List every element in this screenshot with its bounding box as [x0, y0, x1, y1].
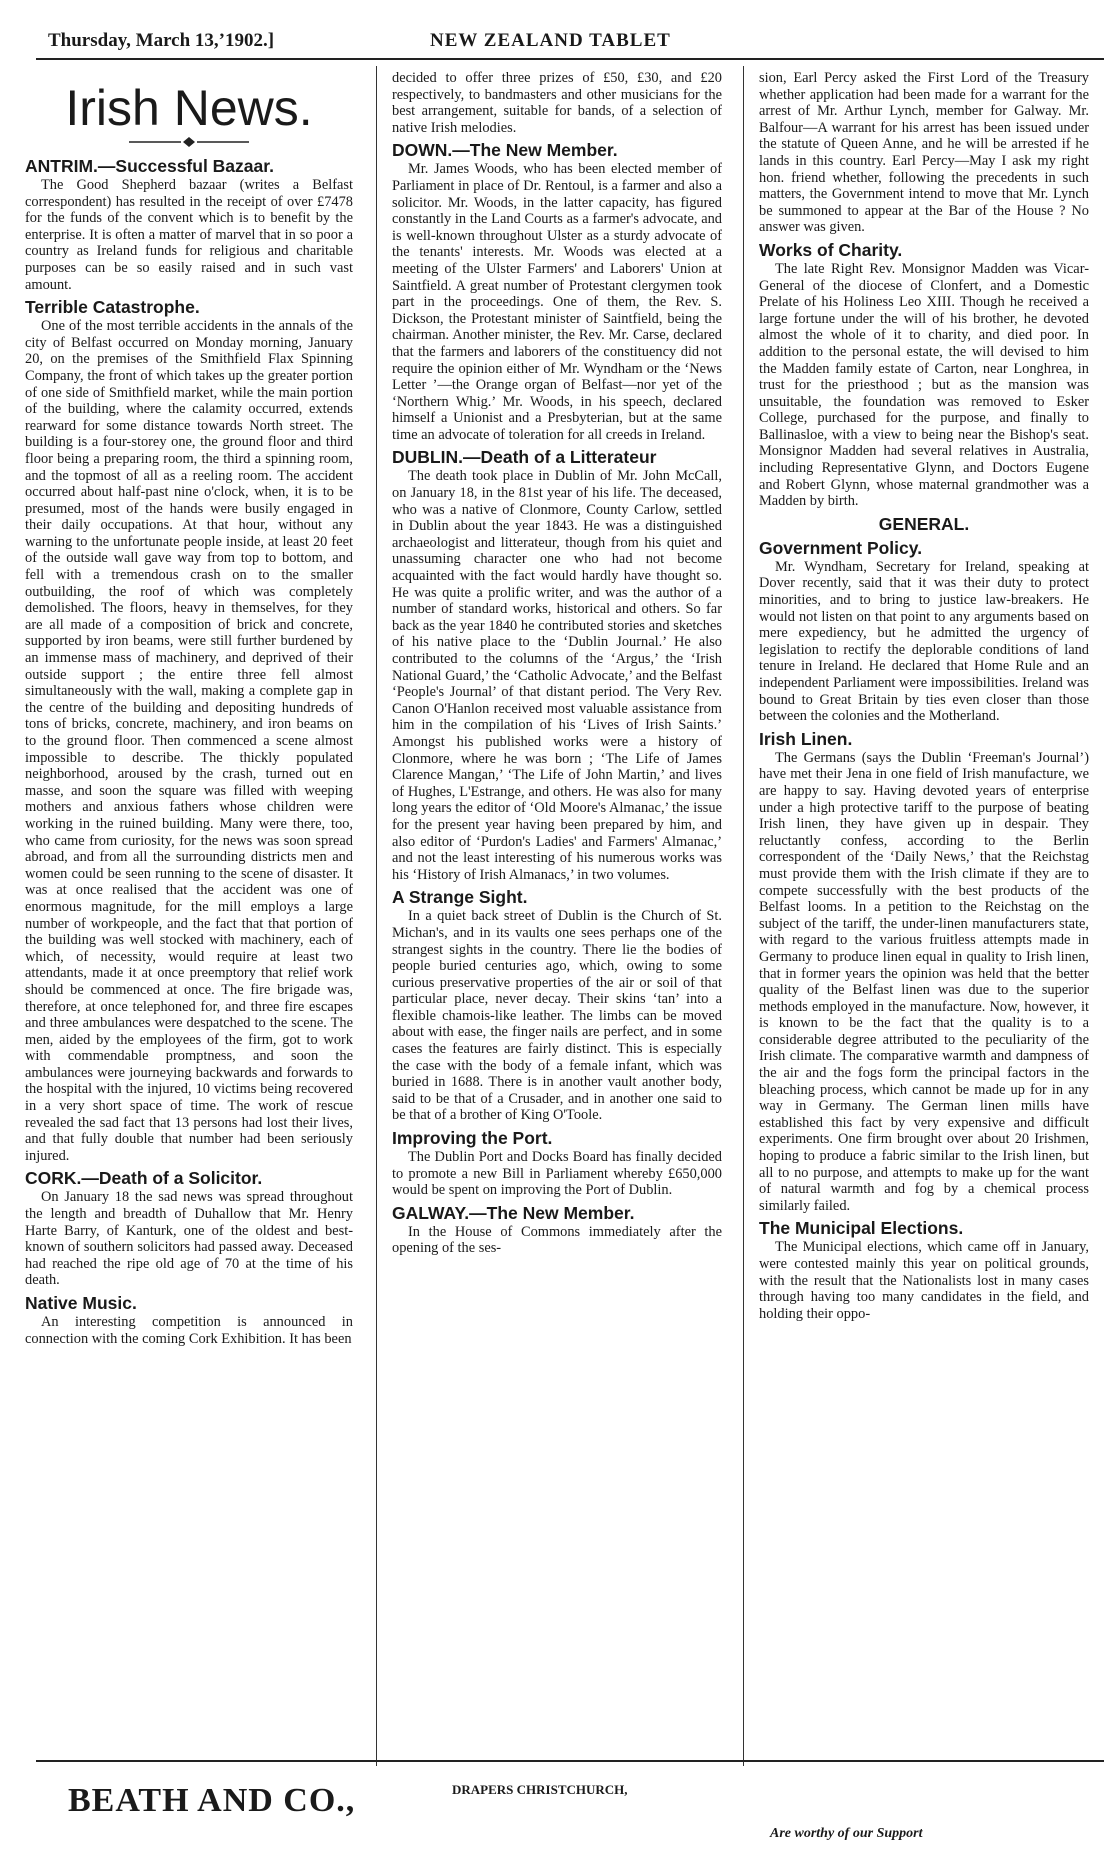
article-headline: Works of Charity. — [759, 239, 903, 260]
article-headline: Terrible Catastrophe. — [25, 297, 200, 318]
article-paragraph: In a quiet back street of Dublin is the Church of St. Michan's, and in its vaults one sees perhaps one of the strangest sights in the country. There lie the bodies of people buried centuries ago, which, owing to some curious preservative properties of the air or soil of that particular place, never decay. Their skins ‘tan’ into a flexible chamois-like leather. The limbs can be moved about with ease, the finger nails are perfect, and in some cases the features are fairly distinct. This is especially the case with the body of a female infant, which was buried in 1688. There is in another vault another body, said to be that of a Crusader, and in another one said to be that of a brother of King O'Toole. — [392, 908, 722, 1124]
article-paragraph: In the House of Commons immediately after the opening of the ses- — [392, 1223, 722, 1257]
column-1 — [25, 70, 353, 1750]
article-headline: GALWAY.—The New Member. — [392, 1202, 635, 1223]
column-divider — [376, 66, 377, 1766]
article-headline: DUBLIN.—Death of a Litterateur — [392, 447, 657, 468]
article-headline: Government Policy. — [759, 537, 923, 558]
article-headline: ANTRIM.—Successful Bazaar. — [25, 156, 274, 176]
column-divider — [743, 66, 744, 1766]
advertisement-footer — [0, 1760, 1114, 1859]
column-3 — [759, 70, 1089, 1750]
article-paragraph: The late Right Rev. Monsignor Madden was Vicar-General of the diocese of Clonfert, and a Domestic Prelate of his Holiness Leo XIII. Though he received a large fortune under the will of his brother, he devoted almost the whole of it to charity, and died poor. In addition to the personal estate, the will devised to him the Madden family estate of Carton, near Longhrea, in trust for the priesthood ; but as the mansion was unsuitable, the foundation was removed to Esker College, purchased for the purpose, and finally to Ballinasloe, with a view to being near the Bishop's seat. Monsignor Madden had several relatives in Australia, including Representative Glynn, and Doctors Eugene and Robert Glynn, whose maternal grandmother was a Madden by birth. — [759, 260, 1089, 510]
article-paragraph-continued: sion, Earl Percy asked the First Lord of the Treasury whether application had been made for a warrant for the arrest of Mr. Arthur Lynch, member for Galway. Mr. Balfour—A warrant for his arrest has been issued under the statute of Queen Anne, and he will be arrested if he lands in this country. Earl Percy—May I ask my right hon. friend whether, following the precedents in such matters, the Government intend to move that Mr. Lynch be summoned to appear at the Bar of the House ? No answer was given. — [759, 70, 1089, 236]
newspaper-title: NEW ZEALAND TABLET — [430, 30, 671, 51]
article-paragraph: One of the most terrible accidents in the annals of the city of Belfast occurred on Monday morning, January 20, on the premises of the Smithfield Flax Spinning Company, the front of which takes up the greater portion of one side of Smithfield market, while the main portion of the building, where the calamity occurred, extends rearward for some distance towards North street. The building is a four-storey one, the ground floor and third floor being a preparing room, the third a spinning room, and the topmost of all as a reeling room. The accident occurred about half-past nine o'clock, when, it is to be presumed, most of the hands were busily engaged in their daily occupations. At that hour, without any warning to the unfortunate people inside, at least 20 feet of the outside wall gave way from top to bottom, and fell with a tremendous crash on to the smaller outbuilding, the roof of which was completely demolished. The floors, heavy in themselves, for they are all made of a composition of brick and concrete, supported by iron beams, were still further burdened by an immense mass of machinery, and deprived of their outside support ; the entire three fell almost simultaneously with the wall, making a complete gap in the centre of the building and depositing hundreds of tons of bricks, concrete, machinery, and iron beams on to the ground floor. Then commenced a scene almost impossible to describe. The thickly populated neighborhood, aroused by the crash, turned out en masse, and soon the square was filled with weeping mothers and anxious fathers whose children were working in the ruined building. Many were there, too, who came from curiosity, for the news was soon spread abroad, and from all the surrounding districts men and women could be seen running to the scene of disaster. It was at once realised that the accident was one of enormous magnitude, for the mill employs a large number of workpeople, and the fact that that portion of the building was well stocked with machinery, each of which, of necessity, would require at least two attendants, made it at once preemptory that relief work should be commenced at once. The fire brigade was, therefore, at once telephoned for, and three fire escapes and three ambulances were despatched to the scene. The men, aided by the employees of the firm, got to work with commendable promptness, and soon the ambulances were journeying backwards and forwards to the hospital with the injured, 10 victims being recovered in a very short space of time. The work of rescue revealed the sad fact that 13 persons had lost their lives, and that fully double that number had been seriously injured. — [25, 318, 353, 1164]
article-paragraph: Mr. Wyndham, Secretary for Ireland, speaking at Dover recently, said that it was their duty to protect minorities, and to bring to justice law-breakers. He would not listen on that point to any arguments based on mere expediency, but he admitted the urgency of legislation to rectify the deplorable conditions of land tenure in Ireland. He declared that Home Rule and an independent Parliament were impossibilities. Ireland was bound to Great Britain by ties even closer than those between the colonies and the Motherland. — [759, 558, 1089, 725]
ornament-rule-icon — [25, 136, 353, 150]
footer-rule — [36, 1760, 1104, 1762]
article-paragraph: An interesting competition is announced in connection with the coming Cork Exhibition. It has been — [25, 1314, 353, 1347]
article-headline: Irish Linen. — [759, 728, 853, 749]
advertiser-slogan: Are worthy of our Support — [770, 1826, 923, 1841]
article-paragraph: The Dublin Port and Docks Board has finally decided to promote a new Bill in Parliament whereby £650,000 would be spent on improving the Port of Dublin. — [392, 1149, 722, 1199]
article-headline: A Strange Sight. — [392, 887, 528, 908]
article-paragraph: The Good Shepherd bazaar (writes a Belfast correspondent) has resulted in the receipt of over £7478 for the funds of the convent which is to benefit by the enterprise. It is often a matter of marvel that in so poor a country as Ireland funds for religious and charitable purposes can be so easily raised and in such vast amount. — [25, 177, 353, 293]
column-2 — [392, 70, 722, 1750]
section-heading: GENERAL. — [878, 513, 970, 534]
article-headline: Native Music. — [25, 1293, 137, 1313]
article-paragraph: Mr. James Woods, who has been elected member of Parliament in place of Dr. Rentoul, is a farmer and also a solicitor. Mr. Woods, in the latter capacity, has figured constantly in the Land Courts as a farmer's advocate, and is well-known throughout Ulster as a sturdy advocate of the tenants' interests. Mr. Woods was elected at a meeting of the Ulster Farmers' and Laborers' Union at Saintfield. A great number of Protestant clergymen took part in the proceedings. One of them, the Rev. S. Dickson, the Protestant minister of Saintfield, being the chairman. Another minister, the Rev. Mr. Carse, declared that the farmers and laborers of the constituency did not require the opinion either of Mr. Wyndham or the ‘News Letter ’—the Orange organ of Belfast—nor yet of the ‘Northern Whig.’ Mr. Woods, in his speech, declared himself a Unionist and a Presbyterian, but at the same time an advocate of toleration for all creeds in Ireland. — [392, 161, 722, 443]
article-headline: The Municipal Elections. — [759, 1218, 964, 1239]
issue-date: Thursday, March 13,’1902.] — [48, 30, 275, 51]
article-headline: CORK.—Death of a Solicitor. — [25, 1168, 263, 1189]
advertiser-name: BEATH AND CO., — [68, 1782, 356, 1819]
column-2-articles — [392, 70, 722, 1257]
column-3-articles — [759, 70, 1089, 1322]
article-paragraph: The death took place in Dublin of Mr. John McCall, on January 18, in the 81st year of his life. The deceased, who was a native of Clonmore, County Carlow, settled in Dublin about the year 1843. He was a distinguished archaeologist and litterateur, though from his quiet and unassuming character one who had not become acquainted with the fact would hardly have thought so. He was quite a prolific writer, and was the author of a number of standard works, historical and others. So far back as the year 1840 he contributed stories and sketches of his native place to the ‘Dublin Journal.’ He also contributed to the columns of the ‘Argus,’ the ‘Irish National Guard,’ the ‘Catholic Advocate,’ and the Belfast ‘People's Journal’ of that distant period. The Very Rev. Canon O'Hanlon received most valuable assistance from him in the compilation of his ‘Lives of Irish Saints.’ Amongst his published works were a history of Clonmore, where he was born ; ‘The Life of James Clarence Mangan,’ ‘The Life of John Martin,’ and lives of Hughes, L'Estrange, and others. He was also for many long years the editor of ‘Old Moore's Almanac,’ the issue for the present year having been prepared by him, and also editor of ‘Purdon's Ladies' and Farmers' Almanac,’ and not the least interesting of his numerous works was his ‘History of Irish Almanacs,’ in two volumes. — [392, 468, 722, 883]
article-paragraph: On January 18 the sad news was spread throughout the length and breadth of Duhallow that Mr. Henry Harte Barry, of Kanturk, one of the oldest and best-known of southern solicitors had passed away. Deceased had reached the ripe old age of 70 at the time of his death. — [25, 1189, 353, 1289]
article-paragraph-continued: decided to offer three prizes of £50, £30, and £20 respectively, to bandmasters and other musicians for the best arrangement, suitable for bands, of a selection of native Irish melodies. — [392, 70, 722, 136]
article-paragraph: The Municipal elections, which came off in January, were contested mainly this year on political grounds, with the result that the Nationalists lost in many cases through having too many candidates in the field, and holding their oppo- — [759, 1239, 1089, 1322]
section-title: Irish News. — [65, 80, 313, 136]
advertiser-trade: DRAPERS CHRISTCHURCH, — [452, 1782, 628, 1797]
article-headline: DOWN.—The New Member. — [392, 140, 618, 161]
article-headline: Improving the Port. — [392, 1128, 553, 1149]
article-paragraph: The Germans (says the Dublin ‘Freeman's Journal’) have met their Jena in one field of Irish manufacture, we are happy to say. Having devoted years of enterprise under a high protective tariff to the purpose of beating Irish linen, they have given up in despair. They reluctantly confess, according to the Berlin correspondent of the ‘Daily News,’ that the Reichstag must provide them with the Irish climate if they are to compete successfully with the best products of the Belfast looms. In a petition to the Reichstag on the subject of the tariff, the under-linen manufacturers state, with regard to the various fruitless attempts made in Germany to produce linen equal in quality to Irish linen, that in former years the opinion was held that the better quality of the Belfast linen was due to the superior methods employed in the manufacture. Now, however, it is known to be the fact that the quality is to a considerable degree attributed to the peculiarity of the Irish climate. The comparative warmth and dampness of the air and the fogs form the principal factors in the bleaching process, which cannot be made up for in any way in Germany. The German linen mills have established this fact by very expensive and difficult experiments. One firm brought over about 20 Irishmen, hoping to produce a fabric similar to the Irish linen, but all to no purpose, and attempts to make up for the want of natural warmth and fog by a chemical process similarly failed. — [759, 749, 1089, 1214]
masthead-rule — [36, 58, 1104, 60]
column-1-articles — [25, 156, 353, 1347]
masthead — [0, 0, 1114, 62]
